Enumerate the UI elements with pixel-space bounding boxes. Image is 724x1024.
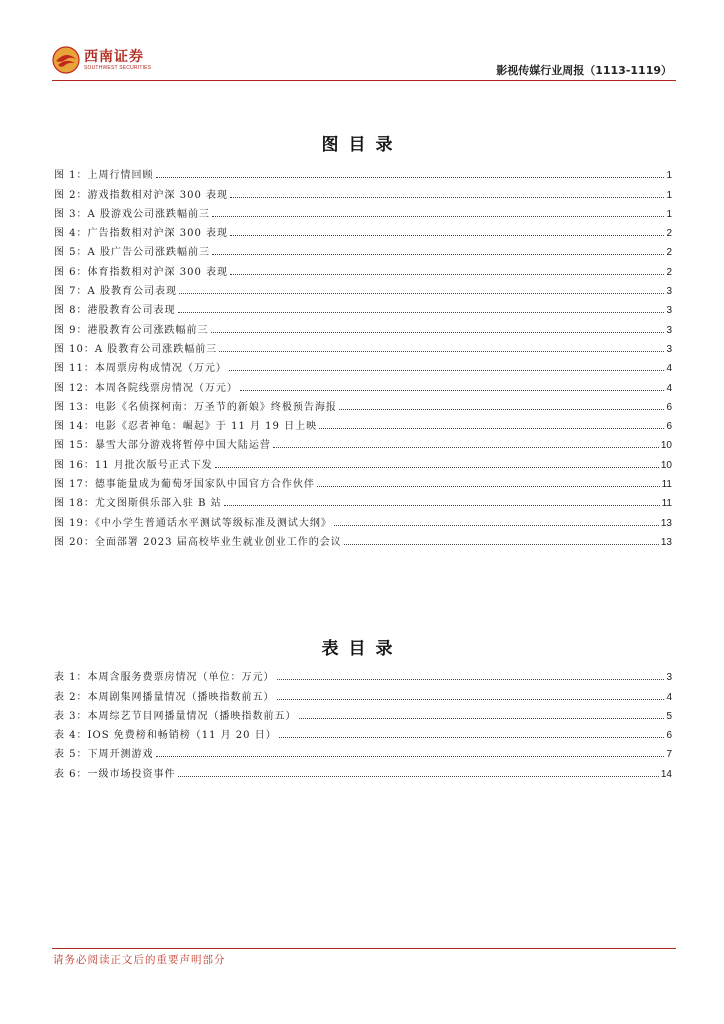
toc-entry-label: 图 4：广告指数相对沪深 300 表现 [54, 228, 228, 240]
toc-entry[interactable] [54, 451, 672, 470]
toc-entry-label: 图 6：体育指数相对沪深 300 表现 [54, 266, 228, 278]
footer-divider [52, 948, 676, 949]
toc-entry-page: 3 [666, 305, 672, 317]
toc-entry-page: 6 [666, 421, 672, 433]
toc-entry[interactable] [54, 297, 672, 316]
toc-entry-page: 5 [666, 710, 672, 722]
toc-entry-page: 11 [661, 479, 672, 491]
toc-leader-dots [178, 312, 665, 313]
toc-entry-page: 6 [666, 401, 672, 413]
toc-entry[interactable] [54, 316, 672, 335]
toc-entry[interactable] [54, 239, 672, 258]
toc-entry-label: 表 6：一级市场投资事件 [54, 768, 176, 780]
toc-entry-label: 图 19：《中小学生普通话水平测试等级标准及测试大纲》 [54, 517, 332, 529]
toc-entry-label: 图 16：11 月批次版号正式下发 [54, 459, 213, 471]
toc-entry[interactable] [54, 741, 672, 760]
toc-leader-dots [224, 505, 660, 506]
toc-leader-dots [215, 467, 659, 468]
toc-entry-label: 图 15：暴雪大部分游戏将暂停中国大陆运营 [54, 440, 271, 452]
logo-english-name: SOUTHWEST SECURITIES [84, 64, 152, 71]
toc-entry-label: 图 18：尤文图斯俱乐部入驻 B 站 [54, 498, 222, 510]
toc-entry-label: 图 2：游戏指数相对沪深 300 表现 [54, 189, 228, 201]
toc-entry-label: 表 1：本周含服务费票房情况（单位：万元） [54, 672, 275, 684]
toc-entry-label: 图 11：本周票房构成情况（万元） [54, 363, 227, 375]
toc-entry-label: 图 20：全面部署 2023 届高校毕业生就业创业工作的会议 [54, 536, 342, 548]
toc-entry-label: 图 17：德事能量成为葡萄牙国家队中国官方合作伙伴 [54, 479, 315, 491]
toc-entry-page: 3 [666, 286, 672, 298]
toc-entry[interactable] [54, 760, 672, 779]
toc-leader-dots [299, 718, 665, 719]
toc-leader-dots [230, 197, 664, 198]
header-divider [52, 80, 676, 81]
logo-emblem-icon [52, 46, 80, 74]
toc-entry-page: 4 [666, 691, 672, 703]
toc-entry-page: 3 [666, 343, 672, 355]
toc-entry[interactable] [54, 162, 672, 181]
toc-leader-dots [344, 544, 659, 545]
toc-leader-dots [211, 332, 665, 333]
toc-leader-dots [277, 679, 665, 680]
toc-entry-page: 2 [666, 266, 672, 278]
toc-entry[interactable] [54, 374, 672, 393]
toc-leader-dots [240, 390, 665, 391]
toc-entry-label: 图 13：电影《名侦探柯南：万圣节的新娘》终极预告海报 [54, 401, 337, 413]
toc-entry[interactable] [54, 432, 672, 451]
table-index-list [54, 664, 672, 780]
toc-entry-label: 图 7：A 股教育公司表现 [54, 286, 177, 298]
toc-entry[interactable] [54, 355, 672, 374]
toc-entry-page: 6 [666, 730, 672, 742]
toc-entry-page: 7 [666, 749, 672, 761]
toc-entry[interactable] [54, 181, 672, 200]
toc-leader-dots [334, 525, 659, 526]
toc-leader-dots [156, 756, 665, 757]
toc-entry[interactable] [54, 471, 672, 490]
table-index-title: 表目录 [321, 639, 403, 659]
toc-entry-page: 4 [666, 382, 672, 394]
toc-entry-page: 4 [666, 363, 672, 375]
toc-entry-page: 11 [661, 498, 672, 510]
toc-entry-page: 2 [666, 228, 672, 240]
toc-entry[interactable] [54, 220, 672, 239]
toc-entry-page: 2 [666, 247, 672, 259]
toc-entry-label: 图 8：港股教育公司表现 [54, 305, 176, 317]
toc-entry-label: 图 1：上周行情回顾 [54, 170, 154, 182]
company-logo [52, 43, 151, 77]
report-title: 影视传媒行业周报（1113-1119） [496, 64, 672, 77]
toc-leader-dots [212, 254, 664, 255]
toc-entry[interactable] [54, 413, 672, 432]
toc-entry[interactable] [54, 258, 672, 277]
toc-entry-label: 表 3：本周综艺节目网播量情况（播映指数前五） [54, 710, 297, 722]
toc-entry[interactable] [54, 722, 672, 741]
toc-leader-dots [230, 274, 664, 275]
toc-entry[interactable] [54, 336, 672, 355]
toc-leader-dots [179, 293, 664, 294]
toc-leader-dots [317, 486, 660, 487]
footer-disclaimer: 请务必阅读正文后的重要声明部分 [53, 954, 226, 966]
toc-entry[interactable] [54, 664, 672, 683]
toc-leader-dots [156, 177, 665, 178]
figure-index-title: 图目录 [321, 135, 403, 155]
toc-entry[interactable] [54, 529, 672, 548]
figure-index-list [54, 162, 672, 548]
toc-entry-page: 14 [660, 768, 672, 780]
toc-entry-label: 图 14：电影《忍者神龟：崛起》于 11 月 19 日上映 [54, 421, 318, 433]
toc-leader-dots [277, 699, 665, 700]
toc-entry-page: 1 [666, 189, 672, 201]
toc-entry-page: 3 [666, 324, 672, 336]
toc-leader-dots [339, 409, 665, 410]
toc-entry[interactable] [54, 278, 672, 297]
toc-entry[interactable] [54, 201, 672, 220]
toc-entry-label: 表 5：下周开测游戏 [54, 749, 154, 761]
toc-entry[interactable] [54, 394, 672, 413]
toc-entry[interactable] [54, 509, 672, 528]
toc-leader-dots [230, 235, 664, 236]
toc-entry-label: 图 5：A 股广告公司涨跌幅前三 [54, 247, 210, 259]
logo-chinese-name: 西南证券 [84, 48, 144, 65]
toc-entry[interactable] [54, 683, 672, 702]
toc-entry[interactable] [54, 490, 672, 509]
toc-entry-label: 图 12：本周各院线票房情况（万元） [54, 382, 238, 394]
toc-entry-page: 13 [660, 536, 672, 548]
toc-entry[interactable] [54, 703, 672, 722]
toc-leader-dots [212, 216, 664, 217]
toc-leader-dots [279, 737, 665, 738]
toc-entry-label: 表 2：本周剧集网播量情况（播映指数前五） [54, 691, 275, 703]
toc-entry-label: 图 10：A 股教育公司涨跌幅前三 [54, 343, 218, 355]
page-header [52, 38, 676, 82]
toc-entry-page: 10 [660, 440, 672, 452]
toc-entry-label: 图 9：港股教育公司涨跌幅前三 [54, 324, 209, 336]
toc-leader-dots [273, 447, 659, 448]
toc-leader-dots [178, 776, 659, 777]
toc-leader-dots [219, 351, 664, 352]
toc-entry-label: 表 4：IOS 免费榜和畅销榜（11 月 20 日） [54, 730, 277, 742]
toc-entry-page: 10 [660, 459, 672, 471]
toc-entry-label: 图 3：A 股游戏公司涨跌幅前三 [54, 208, 210, 220]
toc-entry-page: 13 [660, 517, 672, 529]
toc-entry-page: 3 [666, 672, 672, 684]
toc-entry-page: 1 [666, 208, 672, 220]
toc-leader-dots [229, 370, 665, 371]
toc-entry-page: 1 [666, 170, 672, 182]
toc-leader-dots [319, 428, 664, 429]
